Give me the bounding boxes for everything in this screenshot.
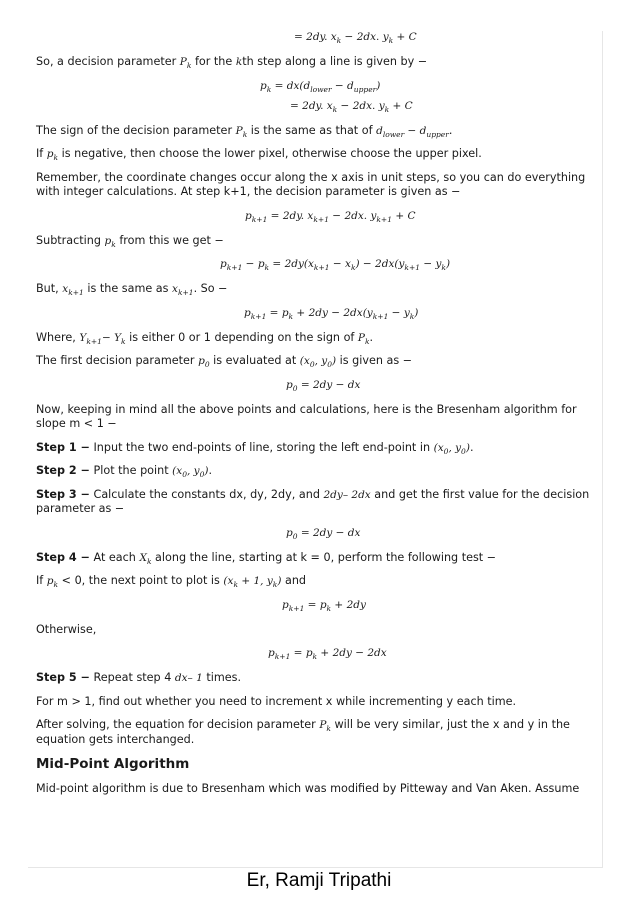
step-5: Step 5 − Repeat step 4 dx– 1 times.	[36, 671, 242, 684]
equation-text: $p_{k+1} - p_k = 2dy(x_{k+1} - x_k) - 2dx(y_{k+1} - y_k)$	[220, 258, 451, 273]
equation-text: = 2dy. $x_k - 2dx$. $y_k + C$	[290, 99, 413, 114]
equation-case-1	[36, 598, 598, 612]
footer-author: Er, Ramji Tripathi	[246, 870, 392, 891]
equation-top	[36, 30, 598, 44]
equation-text: $p_0 = 2dy$ − dx	[286, 378, 361, 393]
equation-text: $p_{k+1} = p_k + 2dy - 2dx$	[268, 647, 387, 662]
paragraph-after-solving: After solving, the equation for decision parameter $P_k$ will be very similar, just the x and y in the equation gets interchanged.	[36, 718, 570, 746]
paragraph-first-parameter: The first decision parameter $p_0$ is evaluated at ($x_0$, $y_0$) is given as −	[36, 354, 413, 370]
equation-text: $p_{k+1} = p_k + 2dy$	[282, 598, 366, 613]
paragraph-sign: The sign of the decision parameter $P_k$ is the same as that of $d_{lower} - d_{upper}$.	[36, 123, 453, 139]
equation-recurrence	[36, 306, 598, 320]
step-2: Step 2 − Plot the point ($x_0$, $y_0$).	[36, 464, 213, 480]
paragraph-if-less-than-zero: If $p_k < 0$, the next point to plot is ($x_k + 1$, $y_k$) and	[36, 574, 307, 590]
paragraph-midpoint: Mid-point algorithm is due to Bresenham which was modified by Pitteway and Van Aken. Assume	[36, 782, 580, 795]
equation-pk-2	[36, 99, 598, 113]
step-4: Step 4 − At each $X_k$ along the line, starting at k = 0, perform the following test −	[36, 550, 497, 566]
equation-p0-repeat	[36, 526, 598, 540]
equation-text: $p_0 = 2dy$ − dx	[286, 526, 361, 541]
equation-text: = 2dy. $x_k - 2dx$. $y_k + C$	[294, 31, 417, 46]
paragraph-where: Where, $Y_{k+1}- Y_k$ is either 0 or 1 depending on the sign of $P_k$.	[36, 330, 374, 346]
equation-text: $p_{k+1} = p_k + 2dy - 2dx(y_{k+1} - y_k)$	[244, 306, 419, 321]
equation-text: $p_{k+1} = 2dy$. $x_{k+1} - 2dx$. $y_{k+1} + C$	[245, 209, 416, 224]
paragraph-decision-kth: So, a decision parameter $P_k$ for the kth step along a line is given by −	[36, 55, 428, 71]
step-3: Step 3 − Calculate the constants dx, dy, 2dy, and 2dy– 2dx and get the first value for the decision parameter as −	[36, 487, 590, 515]
equation-subtract	[36, 257, 598, 271]
paragraph-if-negative: If $p_k$ is negative, then choose the lower pixel, otherwise choose the upper pixel.	[36, 147, 482, 163]
paragraph-remember: Remember, the coordinate changes occur along the x axis in unit steps, so you can do everything with integer calculations. At step k+1, the decision parameter is given as −	[36, 170, 586, 198]
paragraph-now: Now, keeping in mind all the above points and calculations, here is the Bresenham algorithm for slope m < 1 −	[36, 402, 577, 430]
document-body	[36, 30, 598, 806]
paragraph-m-greater-than-1: For m > 1, find out whether you need to increment x while incrementing y each time.	[36, 694, 517, 708]
step-1: Step 1 − Input the two end-points of line, storing the left end-point in ($x_0$, $y_0$).	[36, 440, 474, 456]
equation-pk-1	[36, 79, 598, 93]
paragraph-otherwise: Otherwise,	[36, 622, 97, 636]
paragraph-but: But, $x_{k+1}$ is the same as $x_{k+1}$. So −	[36, 282, 228, 298]
paragraph-subtracting: Subtracting $p_k$ from this we get −	[36, 233, 224, 249]
equation-text: $p_k = dx(d_{lower} - d_{upper})$	[260, 79, 381, 94]
equation-p0	[36, 378, 598, 392]
equation-case-2	[36, 646, 598, 660]
section-heading-midpoint: Mid-Point Algorithm	[36, 756, 190, 772]
equation-pk1	[36, 209, 598, 223]
